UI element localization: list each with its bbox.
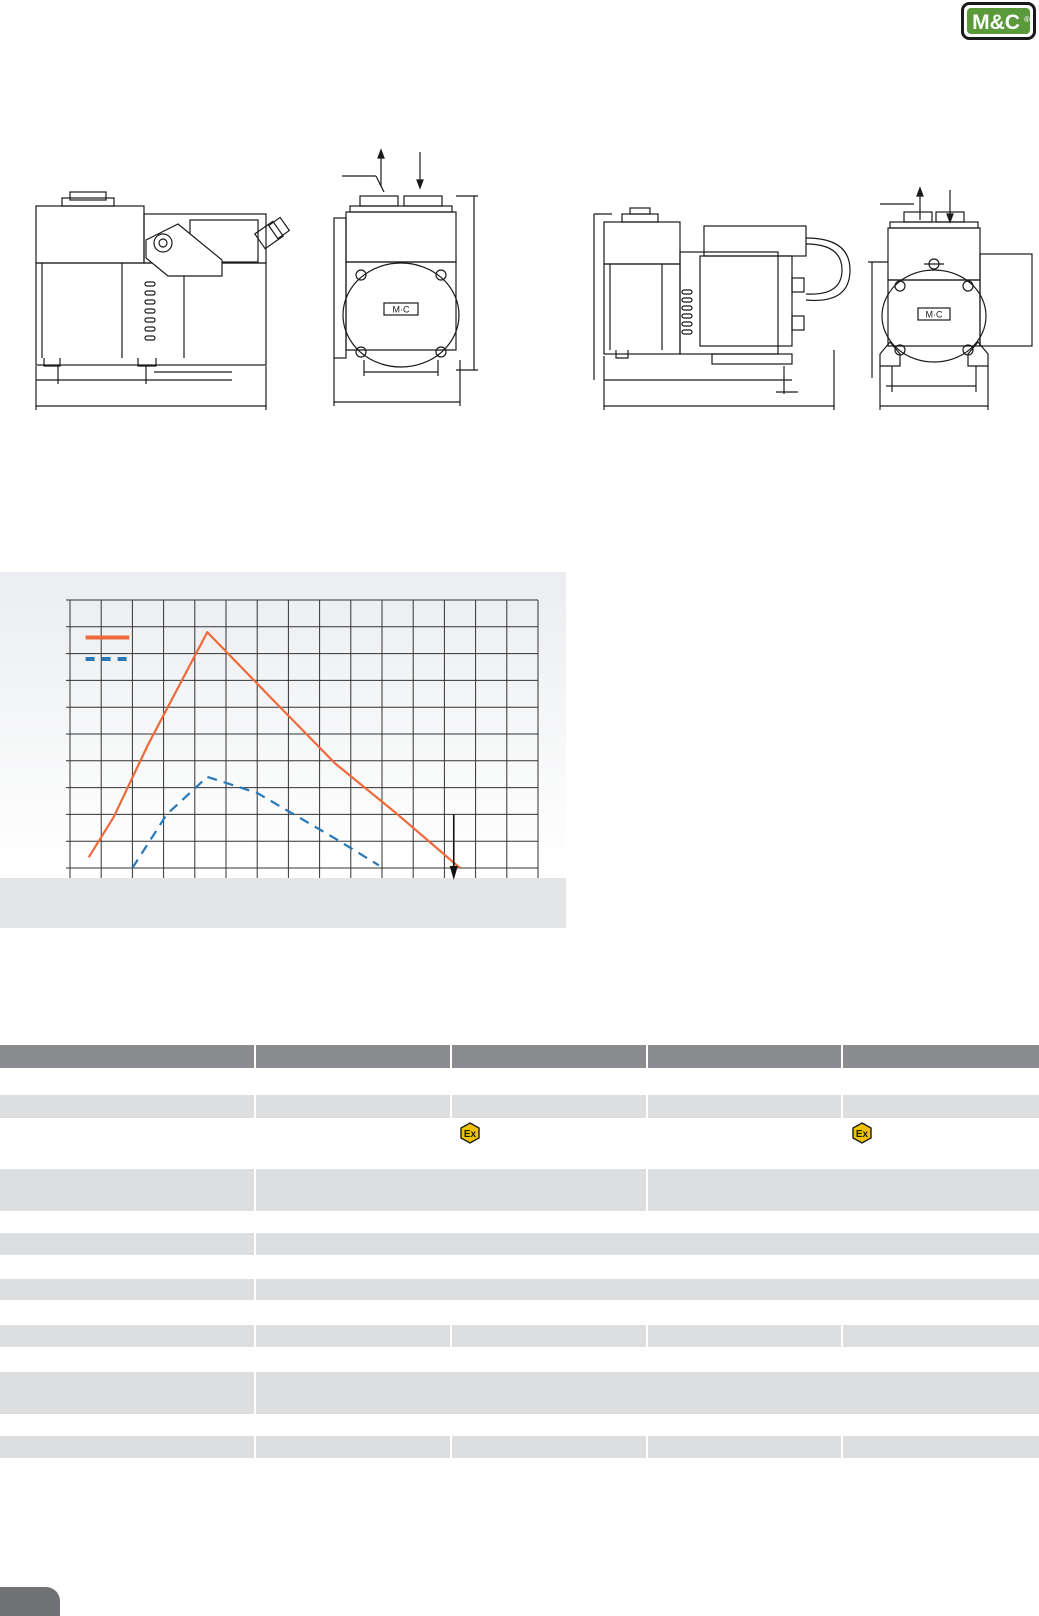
- vent-slots-2: [682, 290, 692, 334]
- table-cell: [256, 1325, 452, 1347]
- table-cell: [843, 1095, 1039, 1118]
- table-header-cell: [648, 1045, 843, 1068]
- table-cell: [648, 1436, 843, 1458]
- table-header-cell: [843, 1045, 1039, 1068]
- drawing-side-view-1: [36, 192, 289, 410]
- ex-badge-label: Ex: [855, 1129, 869, 1140]
- table-cell: [452, 1436, 648, 1458]
- drawing-front-view-2: [868, 188, 1032, 410]
- table-row: [0, 1233, 1039, 1255]
- series-line-dashed: [132, 777, 378, 868]
- nameplate-label-1: M·C: [392, 304, 410, 315]
- table-cell: [0, 1233, 256, 1255]
- table-header-cell: [452, 1045, 648, 1068]
- logo-text: M&C: [972, 11, 1020, 34]
- ex-badge-icon: [851, 1122, 873, 1144]
- table-header-cell: [0, 1045, 256, 1068]
- table-row-ex: [0, 1119, 1039, 1165]
- chart-series: [89, 632, 460, 868]
- drawing-front-view-1: [334, 150, 478, 406]
- registered-mark: ®: [1024, 15, 1030, 24]
- drawing-side-view-2: [594, 208, 850, 410]
- chart-legend: [86, 638, 130, 659]
- table-cell: [0, 1169, 256, 1211]
- performance-chart: [0, 572, 566, 928]
- table-cell: [256, 1169, 648, 1211]
- table-cell: [648, 1325, 843, 1347]
- table-cell: [256, 1233, 1039, 1255]
- table-header-row: [0, 1045, 1039, 1068]
- table-cell: [0, 1279, 256, 1300]
- table-cell: [256, 1436, 452, 1458]
- arrow-head: [450, 866, 458, 880]
- table-cell: [648, 1095, 843, 1118]
- table-cell: [648, 1169, 1039, 1211]
- table-row: [0, 1325, 1039, 1347]
- table-cell: [0, 1119, 256, 1165]
- table-cell: [256, 1095, 452, 1118]
- series-line-solid: [89, 632, 460, 868]
- nameplate-label-2: M·C: [925, 309, 943, 320]
- table-cell: [256, 1279, 1039, 1300]
- table-cell: [452, 1095, 648, 1118]
- table-row: [0, 1372, 1039, 1414]
- ex-badge-label: Ex: [463, 1129, 477, 1140]
- table-row: [0, 1436, 1039, 1458]
- table-header-cell: [256, 1045, 452, 1068]
- table-cell: [843, 1325, 1039, 1347]
- table-row: [0, 1095, 1039, 1118]
- chart-grid: [66, 600, 538, 878]
- ex-badge-icon: [459, 1122, 481, 1144]
- table-cell: [452, 1325, 648, 1347]
- vent-slots: [145, 282, 155, 340]
- table-cell: [843, 1436, 1039, 1458]
- table-cell: [256, 1372, 1039, 1414]
- table-row: [0, 1169, 1039, 1211]
- technical-drawings: [0, 140, 1039, 440]
- table-cell: [0, 1436, 256, 1458]
- brand-logo: [961, 2, 1036, 40]
- table-row: [0, 1279, 1039, 1300]
- table-cell: [0, 1095, 256, 1118]
- table-cell: [0, 1372, 256, 1414]
- page-number-tab: [0, 1587, 60, 1616]
- chart-arrow: [450, 814, 458, 880]
- table-cell: [0, 1325, 256, 1347]
